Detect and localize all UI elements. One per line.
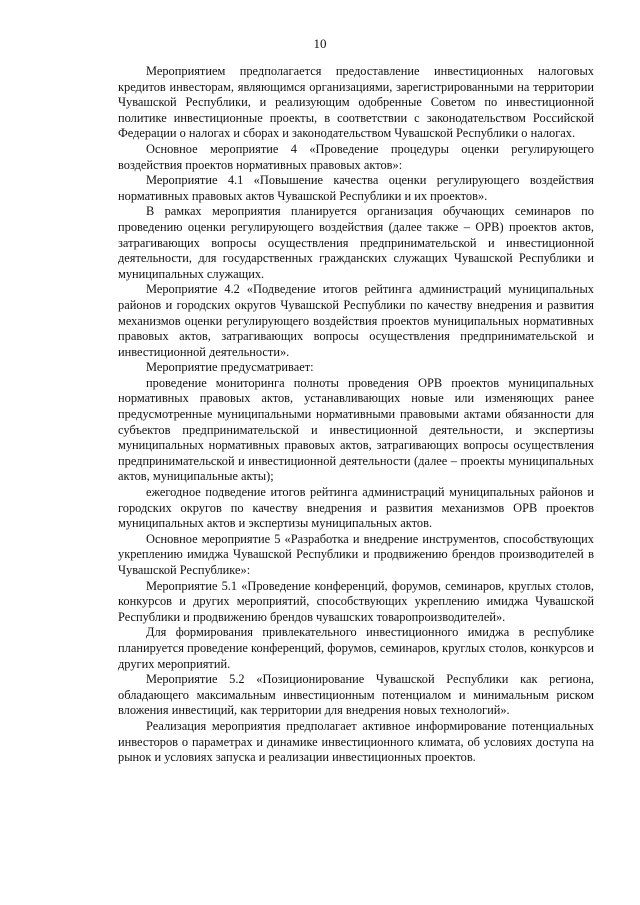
page-number: 10 [313, 36, 327, 51]
paragraph: Основное мероприятие 5 «Разработка и внедрение инструментов, способствующих укреплению имиджа Чувашской Республики и продвижению брендов производителей в Чувашской Республике»: [118, 531, 594, 577]
body-text [118, 64, 594, 766]
paragraph: Мероприятие 4.1 «Повышение качества оценки регулирующего воздействия нормативных правовых актов Чувашской Республики и их проектов». [118, 173, 594, 203]
paragraph: В рамках мероприятия планируется организация обучающих семинаров по проведению оценки регулирующего воздействия (далее также – ОРВ) проектов актов, затрагивающих вопросы осуществления предпринимательской и инвестиционной деятельности, для государственных гражданских служащих Чувашской Республики и муниципальных служащих. [118, 204, 594, 281]
paragraph: Мероприятие 4.2 «Подведение итогов рейтинга администраций муниципальных районов и городских округов Чувашской Республики по качеству внедрения и развития механизмов оценки регулирующего воздействия проектов муниципальных нормативных правовых актов, затрагивающих вопросы осуществления предпринимательской и инвестиционной деятельности». [118, 282, 594, 359]
paragraph: Мероприятие 5.2 «Позиционирование Чувашской Республики как региона, обладающего максимальным инвестиционным потенциалом и минимальным риском вложения инвестиций, как территории для внедрения новых технологий». [118, 672, 594, 718]
paragraph: ежегодное подведение итогов рейтинга администраций муниципальных районов и городских округов по качеству внедрения и развития механизмов ОРВ проектов муниципальных актов и экспертизы муниципальных актов. [118, 485, 594, 531]
paragraph: Мероприятием предполагается предоставление инвестиционных налоговых кредитов инвесторам, являющимся организациями, зарегистрированными на территории Чувашской Республики, и реализующим одобренные Советом по инвестиционной политике инвестиционные проекты, в соответствии с законодательством Российской Федерации о налогах и сборах и законодательством Чувашской Республики о налогах. [118, 64, 594, 141]
paragraph: проведение мониторинга полноты проведения ОРВ проектов муниципальных нормативных правовых актов, устанавливающих новые или изменяющих ранее предусмотренные муниципальными нормативными правовыми актами обязанности для субъектов предпринимательской и инвестиционной деятельности, и экспертизы муниципальных нормативных правовых актов, затрагивающих вопросы осуществления предпринимательской и инвестиционной деятельности (далее – проекты муниципальных актов, муниципальные акты); [118, 375, 594, 484]
paragraph: Мероприятие предусматривает: [146, 360, 314, 375]
paragraph: Реализация мероприятия предполагает активное информирование потенциальных инвесторов о параметрах и динамике инвестиционного климата, об условиях доступа на рынок и условиях запуска и реализации инвестиционных проектов. [118, 718, 594, 765]
paragraph: Для формирования привлекательного инвестиционного имиджа в республике планируется проведение конференций, форумов, семинаров, круглых столов, конкурсов и других мероприятий. [118, 625, 594, 671]
paragraph: Мероприятие 5.1 «Проведение конференций, форумов, семинаров, круглых столов, конкурсов и других мероприятий, способствующих укреплению имиджа Чувашской Республики и продвижению брендов чувашских товаропроизводителей». [118, 578, 594, 624]
paragraph: Основное мероприятие 4 «Проведение процедуры оценки регулирующего воздействия проектов нормативных правовых актов»: [118, 141, 594, 172]
